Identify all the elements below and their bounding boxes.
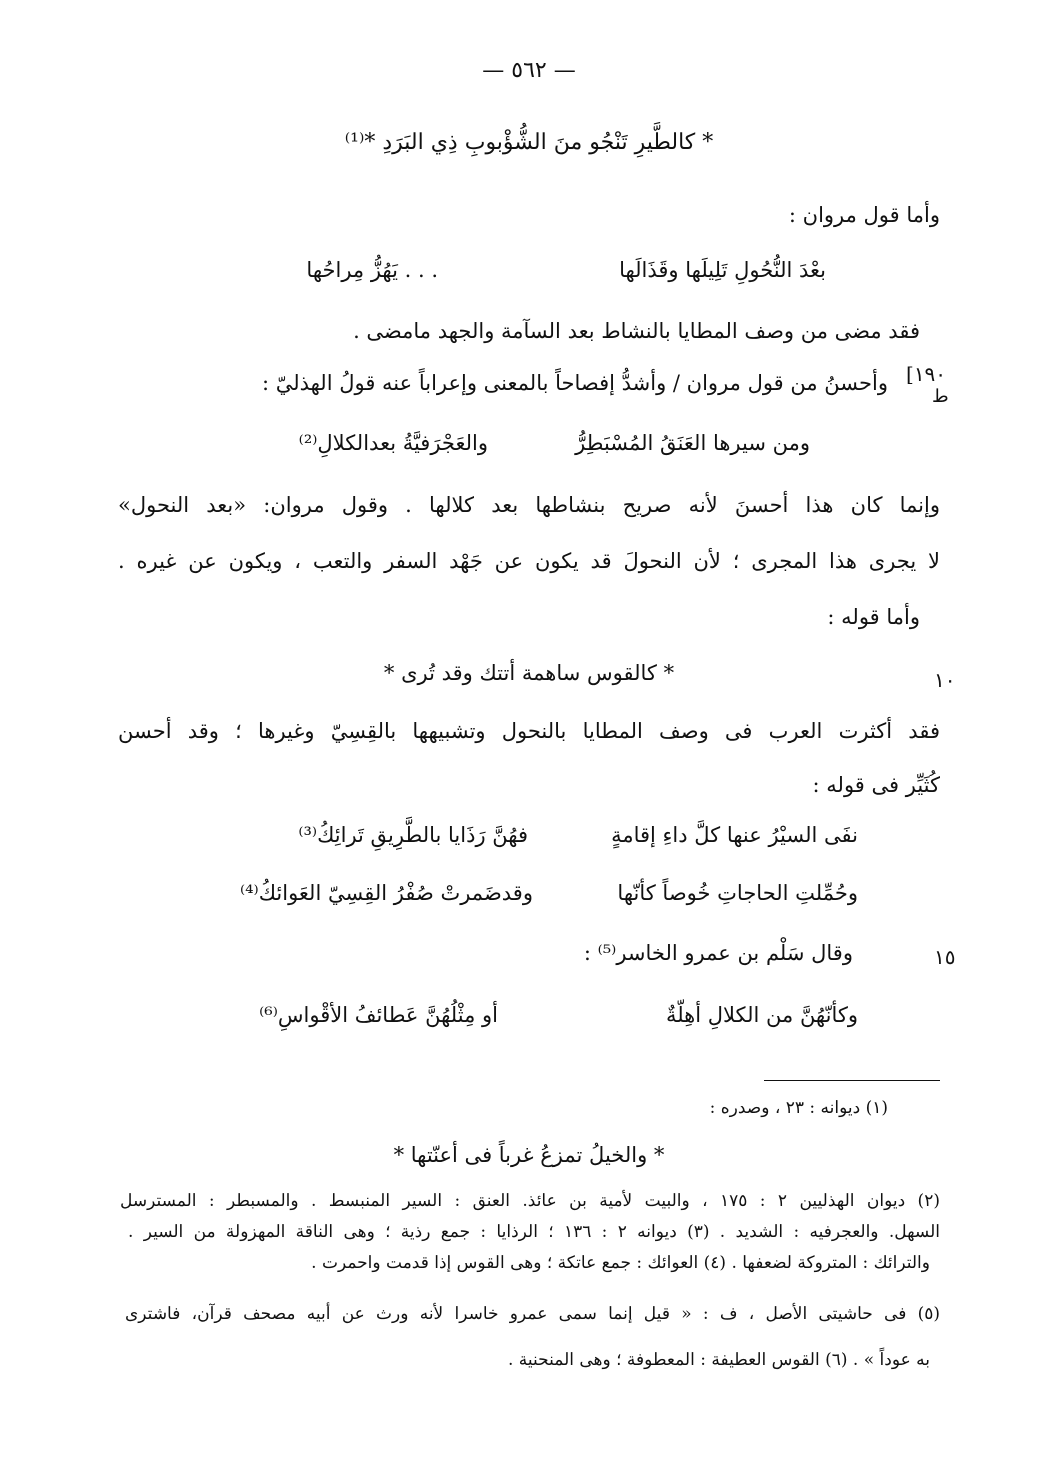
text-line-5: وأحسنُ من قول مروان / وأشدُّ إفصاحاً بالمعنى وإعراباً عنه قولُ الهذليّ :	[261, 371, 888, 395]
text-line-9: وأما قوله :	[827, 605, 920, 629]
verse-16-second-hemistich: أو مِثْلُهُنَّ عَطائفُ الأقْواسِ⁽⁶⁾	[259, 1003, 498, 1027]
text-line-7: وإنما كان هذا أحسنَ لأنه صريح بنشاطها بعد كلالها . وقول مروان: «بعد النحول»	[118, 493, 940, 517]
verse-13-second-hemistich: فهُنَّ رَذَايا بالطَّرِيقِ تَرائِكُ⁽³⁾	[298, 823, 528, 847]
text-line-8: لا يجرى هذا المجرى ؛ لأن النحولَ قد يكون عن جَهْد السفر والتعب ، ويكون عن غيره .	[118, 549, 940, 573]
margin-folio-190: [١٩٠	[906, 362, 947, 386]
footnote-5-line-1: (٥) فى حاشيتى الأصل ، ف : « قيل إنما سمى عمرو خاسرا لأنه ورث عن أبيه مصحف قرآن، فاشترى	[125, 1304, 940, 1324]
verse-3-second-hemistich: بعْدَ النُّحُولِ تَلِيلَها وقَذَالَها	[619, 258, 826, 282]
footnote-1-verse: * والخيلُ تمزعُ غرباً فى أعنّتها *	[393, 1143, 665, 1167]
text-line-11: فقد أكثرت العرب فى وصف المطايا بالنحول وتشبيهها بالقِسِيّ وغيرها ؛ وقد أحسن	[118, 719, 940, 743]
verse-16-first-hemistich: وكأنّهُنَّ من الكلالِ أهِلّةٌ	[665, 1003, 858, 1027]
verse-line-10: * كالقوس ساهمة أتتك وقد تُرى *	[383, 661, 675, 685]
verse-14-first-hemistich: وحُمِّلتِ الحاجاتِ خُوصاً كأنّها	[617, 881, 858, 905]
margin-line-15: ١٥	[934, 945, 956, 969]
verse-13-first-hemistich: نفَى السيْرُ عنها كلَّ داءِ إقامةٍ	[611, 823, 858, 847]
verse-line-1: * كالطَّيرِ تَنْجُو منَ الشُّؤْبوبِ ذِي البَرَدِ *⁽¹⁾	[344, 130, 714, 155]
footnote-5-line-2: به عوداً » . (٦) القوس العطيفة : المعطوفة ؛ وهى المنحنية .	[507, 1350, 930, 1370]
footnote-1: (١) ديوانه : ٢٣ ، وصدره :	[709, 1098, 888, 1118]
footnote-2-line-2: السهل. والعجرفيه : الشديد . (٣) ديوانه ٢ : ١٣٦ ؛ الرذايا : جمع رذية ؛ وهى الناقة المهزولة من السير .	[128, 1222, 940, 1242]
margin-folio-marker: ط	[932, 386, 949, 407]
footnote-2-line-1: (٢) ديوان الهذليين ٢ : ١٧٥ ، والبيت لأمية بن عائذ. العنق : السير المنبسط . والمسبطر : المسترسل	[120, 1191, 940, 1211]
verse-14-second-hemistich: وقدضَمرتْ صُفْرُ القِسِيّ العَوائكُ⁽⁴⁾	[239, 881, 533, 905]
margin-line-10: ١٠	[934, 668, 956, 692]
verse-3-first-hemistich: . . . يَهُزُّ مِراحُها	[306, 258, 438, 282]
text-line-12: كُثَيِّر فى قوله :	[812, 773, 940, 797]
page-number: — ٥٦٢ —	[482, 58, 576, 83]
footnote-4-line: والترائك : المتروكة لضعفها . (٤) العوائك : جمع عاتكة ؛ وهى القوس إذا قدمت واحمرت .	[311, 1253, 930, 1273]
text-line-2: وأما قول مروان :	[788, 203, 940, 227]
verse-6-second-hemistich: والعَجْرَفيَّةُ بعدالكلالِ⁽²⁾	[298, 431, 488, 455]
verse-6-first-hemistich: ومن سيرها العَنَقُ المُسْبَطِرُّ	[575, 431, 810, 455]
text-line-15: وقال سَلْم بن عمرو الخاسر⁽⁵⁾ :	[583, 941, 853, 965]
footnote-separator	[764, 1080, 940, 1081]
text-line-4: فقد مضى من وصف المطايا بالنشاط بعد السآمة والجهد مامضى .	[353, 319, 920, 343]
